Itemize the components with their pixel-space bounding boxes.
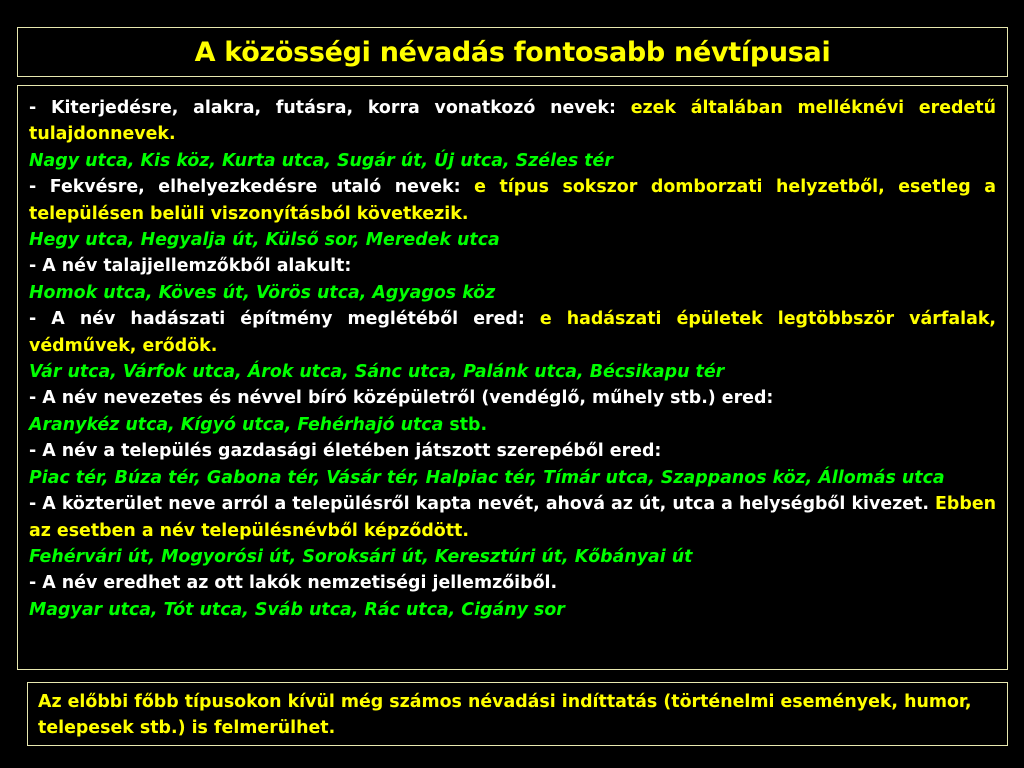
example-text: Aranykéz utca, Kígyó utca, Fehérhajó utca bbox=[29, 414, 444, 435]
description-text: - A név eredhet az ott lakók nemzetiségi jellemzőiből. bbox=[29, 573, 558, 594]
street-name-examples bbox=[29, 412, 996, 438]
description-note: e típus sokszor domborzati helyzetből, esetleg a településen belüli viszonyításból következik. bbox=[29, 177, 997, 224]
name-types-list bbox=[17, 85, 1008, 670]
description-text: - A név hadászati építmény meglétéből ered: bbox=[29, 309, 540, 330]
example-text: Fehérvári út, Mogyorósi út, Soroksári út, Keresztúri út, Kőbányai út bbox=[29, 546, 693, 567]
street-name-examples bbox=[29, 148, 996, 174]
street-name-examples bbox=[29, 597, 996, 623]
slide-title: A közösségi névadás fontosabb névtípusai bbox=[194, 36, 831, 68]
description-note: Ebben az esetben a név településnévből képződött. bbox=[29, 494, 996, 541]
street-name-examples bbox=[29, 227, 996, 253]
description-text: - A közterület neve arról a településről kapta nevét, ahová az út, utca a helységből kivezet. bbox=[29, 494, 936, 515]
example-text: Magyar utca, Tót utca, Sváb utca, Rác utca, Cigány sor bbox=[29, 599, 565, 620]
name-type-description bbox=[29, 95, 996, 148]
name-type-description bbox=[29, 174, 996, 227]
name-type-description bbox=[29, 491, 996, 544]
street-name-examples bbox=[29, 280, 996, 306]
description-note: e hadászati épületek legtöbbször várfalak, védművek, erődök. bbox=[29, 309, 996, 356]
name-type-description bbox=[29, 438, 996, 464]
example-text: Hegy utca, Hegyalja út, Külső sor, Meredek utca bbox=[29, 230, 500, 251]
name-type-description bbox=[29, 570, 996, 596]
description-text: - Fekvésre, elhelyezkedésre utaló nevek: bbox=[29, 177, 475, 198]
description-text: - A név a település gazdasági életében játszott szerepéből ered: bbox=[29, 441, 662, 462]
street-name-examples bbox=[29, 465, 996, 491]
example-text: Vár utca, Várfok utca, Árok utca, Sánc utca, Palánk utca, Bécsikapu tér bbox=[29, 362, 725, 383]
title-box bbox=[17, 27, 1008, 77]
example-text: Homok utca, Köves út, Vörös utca, Agyagos köz bbox=[29, 282, 496, 303]
street-name-examples bbox=[29, 359, 996, 385]
name-type-description bbox=[29, 306, 996, 359]
description-note: ezek általában melléknévi eredetű tulajdonnevek. bbox=[29, 98, 996, 145]
name-type-description bbox=[29, 253, 996, 279]
description-text: - Kiterjedésre, alakra, futásra, korra vonatkozó nevek: bbox=[29, 98, 631, 118]
description-text: - A név talajjellemzőkből alakult: bbox=[29, 256, 352, 277]
name-type-description bbox=[29, 385, 996, 411]
footer-note-box bbox=[27, 682, 1008, 746]
street-name-examples bbox=[29, 544, 996, 570]
example-text: Piac tér, Búza tér, Gabona tér, Vásár tér, Halpiac tér, Tímár utca, Szappanos köz, Állomás utca bbox=[29, 467, 945, 488]
example-text: Nagy utca, Kis köz, Kurta utca, Sugár út, Új utca, Széles tér bbox=[29, 150, 613, 171]
description-text: - A név nevezetes és névvel bíró középületről (vendéglő, műhely stb.) ered: bbox=[29, 388, 774, 409]
footer-note: Az előbbi főbb típusokon kívül még számos névadási indíttatás (történelmi események, humor, telepesek stb.) is felmerülhet. bbox=[38, 692, 972, 738]
example-suffix: stb. bbox=[443, 414, 488, 435]
